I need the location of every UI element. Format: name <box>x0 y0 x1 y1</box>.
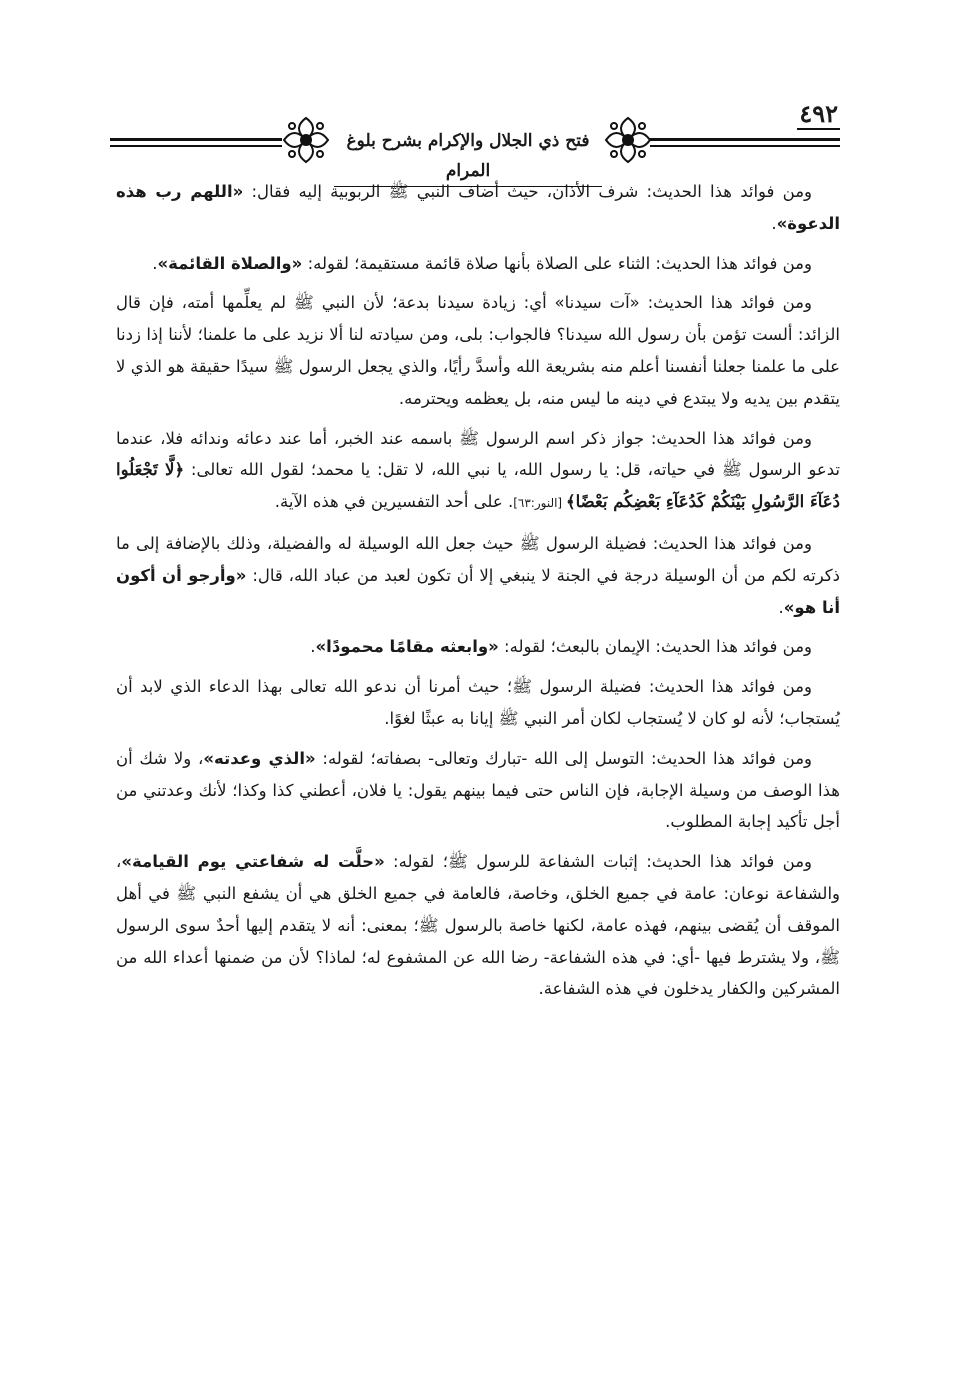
paragraph <box>116 287 840 414</box>
paragraph-text: ، ولا شك أن هذا الوصف من وسيلة الإجابة، فإن الناس حتى فيما بينهم يقول: يا فلان، أعطني كذا وكذا؛ لأنك وعدتني من أجل تأكيد إجابة المطلوب. <box>116 748 840 832</box>
paragraph <box>116 846 840 1005</box>
hadith-quote: «والصلاة القائمة» <box>157 253 303 273</box>
paragraph <box>116 528 840 623</box>
header-rule-left <box>110 138 282 147</box>
paragraph-text: ومن فوائد هذا الحديث: جواز ذكر اسم الرسول ﷺ باسمه عند الخبر، أما عند دعائه وندائه فلا، عندما تدعو الرسول ﷺ في حياته، قل: يا رسول الله، يا نبي الله، لا تقل: يا محمد؛ لقول الله تعالى: <box>116 428 840 480</box>
hadith-quote: «وابعثه مقامًا محمودًا» <box>315 637 499 657</box>
page-header <box>110 99 840 181</box>
paragraph-text: . <box>152 253 158 273</box>
paragraph-text: . <box>771 213 777 233</box>
paragraph-text: ومن فوائد هذا الحديث: الثناء على الصلاة بأنها صلاة قائمة مستقيمة؛ لقوله: <box>302 253 812 273</box>
hadith-quote: «حلَّت له شفاعتي يوم القيامة» <box>121 852 385 872</box>
book-title: فتح ذي الجلال والإكرام بشرح بلوغ المرام <box>334 126 602 187</box>
paragraph <box>116 176 840 240</box>
paragraph-text: ومن فوائد هذا الحديث: التوسل إلى الله -تبارك وتعالى- بصفاته؛ لقوله: <box>315 748 812 768</box>
hadith-quote: «وأرجو أن أكون أنا هو» <box>116 565 840 617</box>
paragraph-text: ومن فوائد هذا الحديث: فضيلة الرسول ﷺ حيث جعل الله الوسيلة له والفضيلة، وذلك بالإضافة إلى ما ذكرته لكم من أن الوسيلة درجة في الجنة لا ينبغي إلا أن تكون لعبد من عباد الله، قال: <box>116 533 841 585</box>
page-body <box>116 176 840 1013</box>
ornament-icon <box>602 114 654 166</box>
paragraph-text: ، والشفاعة نوعان: عامة في جميع الخلق، وخاصة، فالعامة في جميع الخلق هي أن يشفع النبي ﷺ في أهل الموقف أن يُقضى بينهم، فهذه عامة، لكنها خاصة بالرسول ﷺ؛ بمعنى: أنه لا يتقدم إليها أحدٌ سوى الرسول ﷺ، ولا يشترط فيها -أي: في هذه الشفاعة- رضا الله عن المشفوع له؛ لماذا؟ لأن من ضمنها أعداء الله من المشركين والكفار يدخلون في هذه الشفاعة. <box>116 852 840 999</box>
paragraph <box>116 631 840 663</box>
hadith-quote: «الذي وعدته» <box>203 748 316 768</box>
ornament-icon <box>280 114 332 166</box>
header-rule-right <box>650 138 840 147</box>
paragraph-text: . <box>778 597 784 617</box>
paragraph <box>116 248 840 280</box>
paragraph-text: ومن فوائد هذا الحديث: «آت سيدنا» أي: زيادة سيدنا بدعة؛ لأن النبي ﷺ لم يعلِّمها أمته، فإن قال الزائد: ألست تؤمن بأن رسول الله سيدنا؟ فالجواب: بلى، ومن سيادته لنا ألا نزيد على ما علمنا؛ لأننا إذا زدنا على ما علمنا جعلنا أنفسنا أعلم منه بشريعة الله وأسدَّ رأيًا، والذي يجعل الرسول ﷺ سيدًا حقيقة هو الذي لا يتقدم بين يديه ولا يبتدع في دينه ما ليس منه، بل يعظمه ويحترمه. <box>116 293 840 408</box>
paragraph <box>116 671 840 735</box>
paragraph-text: ومن فوائد هذا الحديث: شرف الأذان، حيث أضاف النبي ﷺ الربوبية إليه فقال: <box>243 182 813 201</box>
paragraph <box>116 743 840 838</box>
paragraph-text: ومن فوائد هذا الحديث: الإيمان بالبعث؛ لقوله: <box>498 637 812 657</box>
quran-verse: ﴿لَّا تَجْعَلُوا دُعَآءَ الرَّسُولِ بَيْنَكُمْ كَدُعَآءِ بَعْضِكُم بَعْضًا﴾ <box>116 460 840 512</box>
page-number: ٤٩٢ <box>799 99 838 128</box>
paragraph-text: . على أحد التفسيرين في هذه الآية. <box>274 492 514 512</box>
hadith-quote: «اللهم رب هذه الدعوة» <box>116 182 840 233</box>
verse-reference: [النور:٦٣] <box>513 496 566 511</box>
paragraph-text: ومن فوائد هذا الحديث: إثبات الشفاعة للرسول ﷺ؛ لقوله: <box>384 852 812 872</box>
paragraph-text: ومن فوائد هذا الحديث: فضيلة الرسول ﷺ؛ حيث أمرنا أن ندعو الله تعالى بهذا الدعاء الذي لابد أن يُستجاب؛ لأنه لو كان لا يُستجاب لكان أمر النبي ﷺ إيانا به عبثًا لغوًا. <box>116 677 840 728</box>
paragraph <box>116 423 840 520</box>
paragraph-text: . <box>310 637 316 657</box>
